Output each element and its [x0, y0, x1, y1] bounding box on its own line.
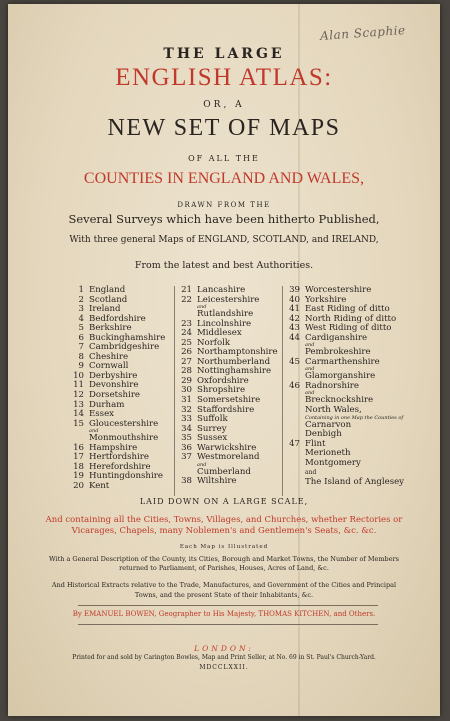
county-number: 33 — [181, 414, 192, 425]
county-entry — [70, 401, 165, 411]
county-name: Gloucestershire — [89, 418, 159, 429]
county-conjunction: and — [305, 342, 315, 349]
authors-line: By EMANUEL BOWEN, Geographer to His Majesty, THOMAS KITCHEN, and Others. — [72, 610, 376, 618]
column-divider — [174, 286, 175, 496]
title-of-all: OF ALL THE — [188, 154, 260, 163]
county-entry — [70, 420, 165, 430]
county-name: Warwickshire — [197, 442, 257, 453]
county-name: Montgomery — [305, 457, 361, 468]
handwritten-signature: Alan Scaphie — [319, 23, 407, 43]
county-number: 12 — [73, 390, 84, 401]
county-number: 6 — [78, 332, 84, 343]
county-number: 26 — [181, 347, 192, 358]
county-name: Somersetshire — [197, 395, 261, 406]
county-name: Cornwall — [89, 361, 129, 372]
county-number: 9 — [78, 361, 84, 372]
county-name: Cambridgeshire — [89, 342, 160, 353]
county-entry — [286, 478, 404, 488]
county-number: 3 — [78, 304, 84, 315]
county-name: Cardiganshire — [305, 332, 368, 343]
county-name: Westmoreland — [197, 452, 260, 463]
title-new-set: NEW SET OF MAPS — [107, 115, 341, 141]
county-name: Flint — [305, 438, 326, 449]
county-number: 35 — [181, 433, 192, 444]
imprint-printer: Printed for and sold by Carington Bowles, Map and Print Seller, at No. 69 in St. Paul's Church-Yard. — [72, 654, 376, 661]
county-entry — [286, 334, 404, 344]
county-name: Berkshire — [89, 323, 132, 334]
county-number: 46 — [289, 380, 300, 391]
title-surveys: Several Surveys which have been hitherto Published, — [68, 212, 380, 226]
county-name: Denbigh — [305, 429, 342, 440]
county-name: Shropshire — [197, 385, 246, 396]
title-main: ENGLISH ATLAS: — [115, 64, 333, 91]
county-number: 39 — [289, 285, 300, 295]
county-number: 28 — [181, 366, 192, 377]
title-page — [8, 4, 440, 716]
county-name: Carmarthenshire — [305, 356, 380, 367]
column-divider — [282, 286, 283, 496]
county-name: and — [305, 469, 317, 477]
county-name: Staffordshire — [197, 404, 255, 415]
county-name: Bedfordshire — [89, 313, 146, 324]
county-name: Huntingdonshire — [89, 471, 163, 482]
county-number: 7 — [78, 342, 84, 353]
county-name: Wiltshire — [197, 476, 237, 487]
county-name: England — [89, 285, 126, 295]
county-name: Cumberland — [197, 466, 251, 477]
county-number: 17 — [73, 452, 84, 463]
county-name: Durham — [89, 399, 125, 410]
county-name: Lincolnshire — [197, 318, 252, 329]
county-name: North Wales, — [305, 405, 362, 416]
county-number: 8 — [78, 351, 84, 362]
county-number: 21 — [181, 285, 192, 295]
rule-bottom — [78, 624, 378, 625]
county-number: 25 — [181, 337, 192, 348]
county-entry — [286, 430, 404, 440]
county-name: Cheshire — [89, 351, 129, 362]
county-number: 22 — [181, 294, 192, 305]
county-number: 4 — [78, 313, 84, 324]
county-number: 32 — [181, 404, 192, 415]
county-list — [8, 286, 440, 496]
county-number: 15 — [73, 418, 84, 429]
county-number: 36 — [181, 442, 192, 453]
county-number: 44 — [289, 332, 300, 343]
county-name: Leicestershire — [197, 294, 260, 305]
county-name: Dorsetshire — [89, 390, 141, 401]
county-number: 20 — [73, 480, 84, 491]
county-name: Middlesex — [197, 328, 242, 339]
county-number: 45 — [289, 356, 300, 367]
county-name: Merioneth — [305, 448, 351, 459]
title-authorities: From the latest and best Authorities. — [134, 260, 314, 271]
county-number: 42 — [289, 313, 300, 324]
county-number: 18 — [73, 461, 84, 472]
county-name: East Riding of ditto — [305, 304, 390, 315]
county-name: Brecknockshire — [305, 395, 374, 406]
county-name: Lancashire — [197, 285, 246, 295]
county-number: 1 — [78, 285, 84, 295]
scale-line: LAID DOWN ON A LARGE SCALE, — [139, 497, 309, 506]
county-number: 41 — [289, 304, 300, 315]
county-entry — [178, 296, 278, 306]
county-number: 16 — [73, 442, 84, 453]
containing-line-1: And containing all the Cities, Towns, Villages, and Churches, whether Rectories or — [45, 515, 403, 525]
county-number: 31 — [181, 395, 192, 406]
county-entry — [178, 415, 278, 425]
county-name: Derbyshire — [89, 370, 138, 381]
historical-line-1: And Historical Extracts relative to the Trade, Manufactures, and Government of the Cities and Principal — [51, 581, 397, 589]
county-number: 24 — [181, 328, 192, 339]
illustrated-line: Each Map is Illustrated — [179, 544, 269, 550]
rule-top — [78, 605, 378, 606]
county-name: Suffolk — [197, 414, 228, 425]
description-line-2: returned to Parliament, of Parishes, Houses, Acres of Land, &c. — [119, 564, 329, 572]
county-entry — [286, 382, 404, 392]
county-entry — [178, 477, 278, 487]
county-name: Kent — [89, 480, 110, 491]
county-column-2 — [178, 286, 278, 487]
county-number: 2 — [78, 294, 84, 305]
county-number: 43 — [289, 323, 300, 334]
county-name: Hampshire — [89, 442, 138, 453]
title-general-maps: With three general Maps of ENGLAND, SCOTLAND, and IRELAND, — [69, 235, 379, 245]
imprint-date: MDCCLXXII. — [199, 664, 249, 671]
county-name: The Island of Anglesey — [305, 476, 405, 487]
county-name: Sussex — [197, 433, 228, 444]
county-name: North Riding of ditto — [305, 313, 397, 324]
county-name: Surrey — [197, 423, 227, 434]
county-entry — [70, 482, 165, 492]
county-conjunction: and — [305, 366, 315, 373]
county-column-1 — [70, 286, 165, 491]
county-number: 37 — [181, 452, 192, 463]
county-name: Nottinghamshire — [197, 366, 272, 377]
county-entry — [178, 453, 278, 463]
title-counties: COUNTIES IN ENGLAND AND WALES, — [83, 170, 365, 187]
county-conjunction: and — [89, 428, 99, 435]
county-name: Oxfordshire — [197, 375, 249, 386]
county-entry — [286, 358, 404, 368]
title-line-1: THE LARGE — [163, 46, 285, 62]
county-name: Buckinghamshire — [89, 332, 166, 343]
county-number: 19 — [73, 471, 84, 482]
county-name: Carnarvon — [305, 419, 352, 430]
county-name: Essex — [89, 409, 115, 420]
county-entry — [286, 459, 404, 469]
county-name: Scotland — [89, 294, 128, 305]
containing-line-2: Vicarages, Chapels, many Noblemen's and Gentlemen's Seats, &c. &c. — [71, 526, 377, 536]
county-number: 27 — [181, 356, 192, 367]
county-name: Glamorganshire — [305, 371, 376, 382]
title-or: OR, A — [203, 100, 245, 110]
title-drawn: DRAWN FROM THE — [177, 201, 271, 209]
county-name: Norfolk — [197, 337, 231, 348]
county-number: 14 — [73, 409, 84, 420]
county-name: Monmouthshire — [89, 433, 159, 444]
county-name: Hertfordshire — [89, 452, 149, 463]
county-number: 29 — [181, 375, 192, 386]
county-number: 13 — [73, 399, 84, 410]
county-name: Devonshire — [89, 380, 139, 391]
county-number: 47 — [289, 438, 300, 449]
county-conjunction: and — [197, 304, 207, 311]
county-number: 5 — [78, 323, 84, 334]
county-name: Worcestershire — [305, 285, 372, 295]
historical-line-2: Towns, and the present State of their Inhabitants, &c. — [134, 591, 314, 599]
county-column-3 — [286, 286, 404, 487]
county-name: Northumberland — [197, 356, 271, 367]
county-name: Herefordshire — [89, 461, 151, 472]
county-name: Pembrokeshire — [305, 347, 371, 358]
county-name: Northamptonshire — [197, 347, 278, 358]
county-number: 34 — [181, 423, 192, 434]
imprint-city: LONDON: — [194, 644, 254, 653]
county-number: 11 — [73, 380, 84, 391]
county-conjunction: Containing in one Map the Counties of — [305, 414, 404, 421]
description-line-1: With a General Description of the County, its Cities, Borough and Market Towns, the Number of Members — [48, 555, 400, 563]
county-number: 40 — [289, 294, 300, 305]
county-name: Radnorshire — [305, 380, 359, 391]
county-number: 23 — [181, 318, 192, 329]
county-entry — [70, 472, 165, 482]
county-number: 30 — [181, 385, 192, 396]
county-name: Yorkshire — [305, 294, 347, 305]
county-name: Rutlandshire — [197, 309, 254, 320]
county-entry — [178, 425, 278, 435]
county-number: 10 — [73, 370, 84, 381]
county-conjunction: and — [305, 390, 315, 397]
county-name: Ireland — [89, 304, 121, 315]
county-conjunction: and — [197, 461, 207, 468]
county-name: West Riding of ditto — [305, 323, 392, 334]
county-number: 38 — [181, 476, 192, 487]
